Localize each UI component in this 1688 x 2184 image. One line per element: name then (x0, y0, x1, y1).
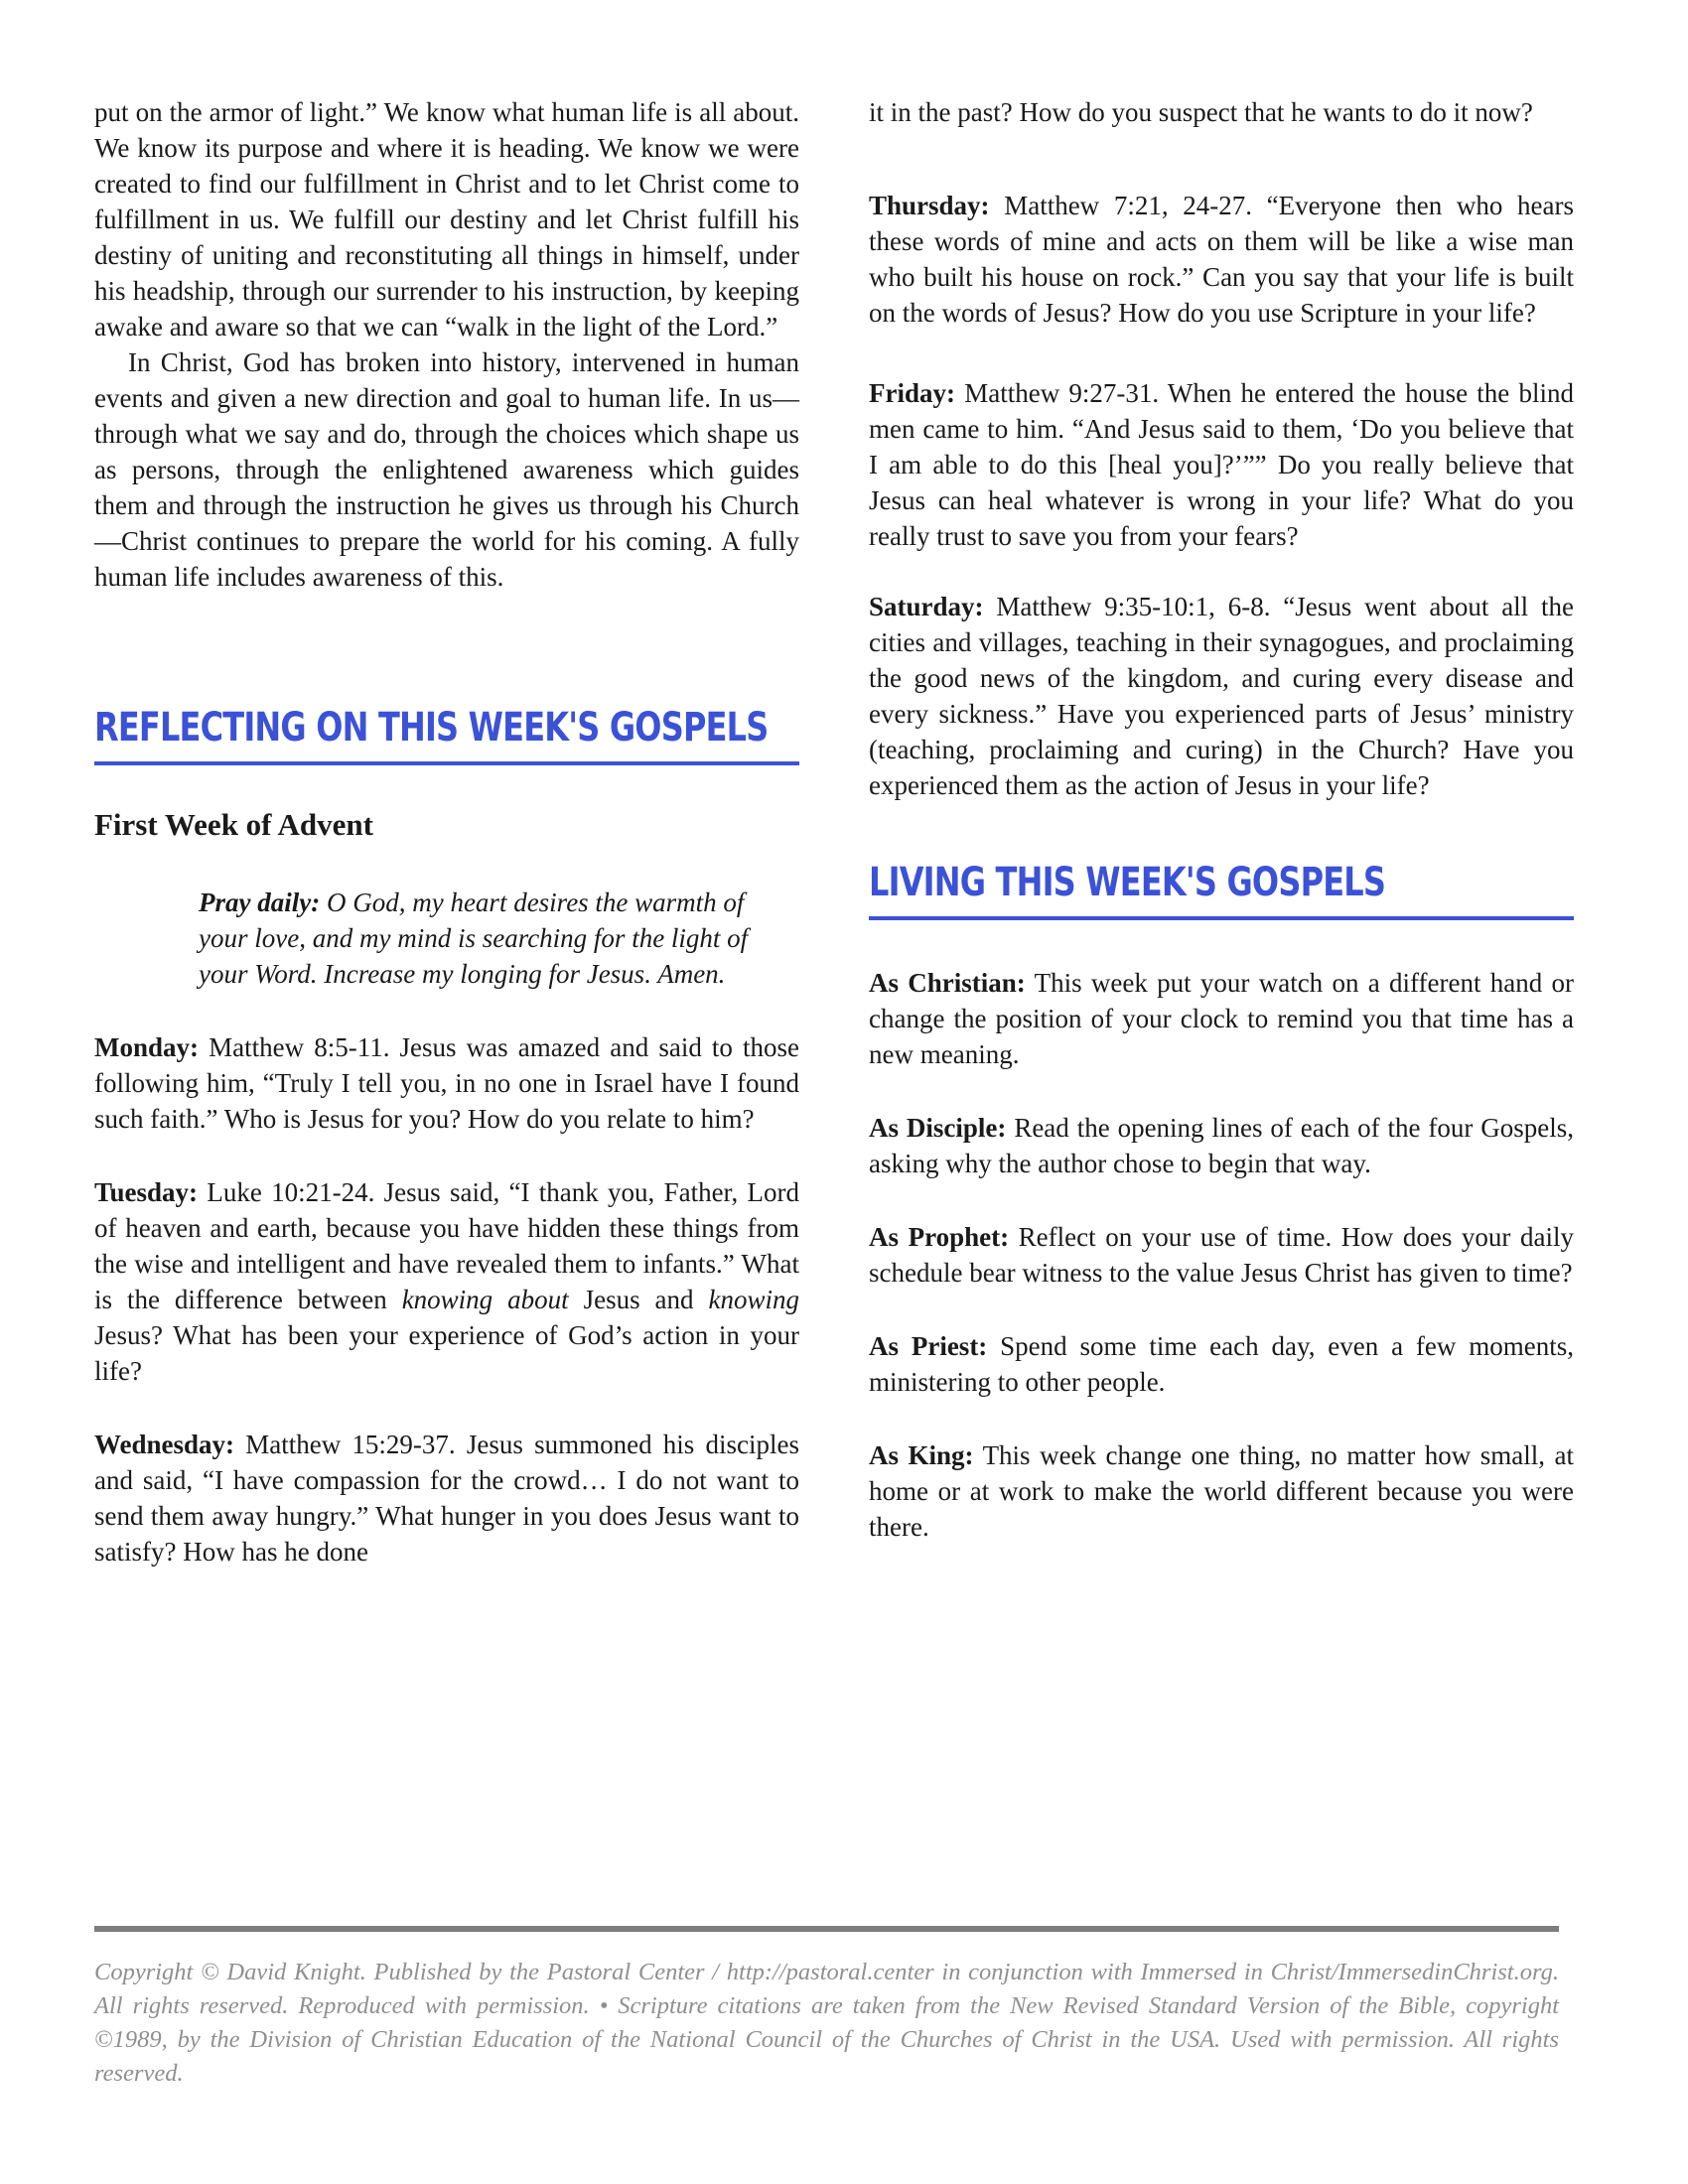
as-label: As Disciple: (869, 1113, 1007, 1143)
body-paragraph: In Christ, God has broken into history, intervened in human events and given a new direction and goal to human life. In us—through what we say and do, through the choices which shape us as persons, through the enlightened awareness which guides them and through the instruction he gives us through his Church—Christ continues to prepare the world for his coming. A fully human life includes awareness of this. (94, 347, 799, 592)
body-paragraph: put on the armor of light.” We know what human life is all about. We know its purpose and where it is heading. We know we were created to find our fulfillment in Christ and to let Christ come to fulfillment in us. We fulfill our destiny and let Christ fulfill his destiny of uniting and reconstituting all things in himself, under his headship, through our surrender to his instruction, by keeping awake and aware so that we can “walk in the light of the Lord.” (94, 97, 799, 341)
day-paragraph-tuesday (94, 1174, 799, 1389)
as-king-paragraph (869, 1437, 1574, 1545)
day-label: Saturday: (869, 592, 984, 621)
continuation-paragraph: it in the past? How do you suspect that he wants to do it now? (869, 97, 1533, 127)
day-paragraph-monday (94, 1029, 799, 1137)
day-text: Jesus? What has been your experience of God’s action in your life? (94, 1320, 799, 1386)
left-column (94, 94, 799, 1570)
day-text-emphasis: knowing about (401, 1285, 569, 1314)
prayer-block (199, 885, 791, 992)
day-text: Matthew 9:35-10:1, 6-8. “Jesus went about all the cities and villages, teaching in their synagogues, and proclaiming the good news of the kingdom, and curing every disease and every sickness.” Have you experienced parts of Jesus’ ministry (teaching, proclaiming and curing) in the Church? Have you experienced them as the action of Jesus in your life? (869, 592, 1574, 800)
day-paragraph-saturday (869, 589, 1574, 803)
day-text: Matthew 7:21, 24-27. “Everyone then who hears these words of mine and acts on them will be like a wise man who built his house on rock.” Can you say that your life is built on the words of Jesus? How do you use Scripture in your life? (869, 191, 1574, 328)
day-label: Monday: (94, 1032, 200, 1062)
day-label: Tuesday: (94, 1177, 199, 1207)
day-text-emphasis: knowing (708, 1285, 799, 1314)
as-text: Reflect on your use of time. How does your daily schedule bear witness to the value Jesus Christ has given to time? (869, 1222, 1574, 1288)
day-text: Matthew 9:27-31. When he entered the house the blind men came to him. “And Jesus said to them, ‘Do you believe that I am able to do this [heal you]?’”” Do you really believe that Jesus can heal whatever is wrong in your life? What do you really trust to save you from your fears? (869, 378, 1575, 551)
day-paragraph-wednesday (94, 1427, 799, 1570)
as-text: Spend some time each day, even a few moments, ministering to other people. (869, 1331, 1574, 1397)
as-label: As Prophet: (869, 1222, 1010, 1252)
as-priest-paragraph (869, 1328, 1574, 1400)
day-text: Luke 10:21-24. Jesus said, “I thank you, Father, Lord of heaven and earth, because you have hidden these things from the wise and intelligent and have revealed them to infants.” What is the difference between (94, 1177, 799, 1314)
prayer-label: Pray daily: (199, 887, 321, 917)
section-heading-reflecting (94, 706, 799, 765)
footer (94, 1926, 1559, 2091)
copyright-text: Copyright © David Knight. Published by the Pastoral Center / http://pastoral.center in conjunction with Immersed in Christ/ImmersedinChrist.org. All rights reserved. Reproduced with permission. • Scripture citations are taken from the New Revised Standard Version of the Bible, copyright ©1989, by the Division of Christian Education of the National Council of the Churches of Christ in the USA. Used with permission. All rights reserved. (94, 1959, 1559, 2087)
as-label: As Christian: (869, 968, 1026, 998)
as-text: Read the opening lines of each of the four Gospels, asking why the author chose to begin that way. (869, 1113, 1575, 1178)
right-column (869, 94, 1574, 1545)
week-title: First Week of Advent (94, 807, 373, 842)
as-text: This week change one thing, no matter how small, at home or at work to make the world different because you were there. (869, 1440, 1574, 1542)
as-text: This week put your watch on a different hand or change the position of your clock to remind you that time has a new meaning. (869, 968, 1575, 1069)
as-prophet-paragraph (869, 1219, 1574, 1291)
day-label: Friday: (869, 378, 955, 408)
as-disciple-paragraph (869, 1110, 1574, 1181)
section-heading-text: LIVING THIS WEEK'S GOSPELS (869, 860, 1386, 905)
as-label: As King: (869, 1440, 974, 1470)
footer-divider (94, 1926, 1559, 1932)
day-paragraph-thursday (869, 188, 1574, 331)
as-label: As Priest: (869, 1331, 988, 1361)
section-heading-text: REFLECTING ON THIS WEEK'S GOSPELS (94, 705, 769, 751)
day-paragraph-friday (869, 375, 1574, 554)
day-label: Thursday: (869, 191, 990, 220)
day-label: Wednesday: (94, 1430, 235, 1459)
prayer-text: O God, my heart desires the warmth of your love, and my mind is searching for the light of your Word. Increase my longing for Jesus. Amen. (199, 887, 749, 989)
section-heading-living (869, 861, 1574, 920)
day-text: Jesus and (568, 1285, 709, 1314)
as-christian-paragraph (869, 965, 1574, 1072)
day-text: Matthew 15:29-37. Jesus summoned his disciples and said, “I have compassion for the crowd… I do not want to send them away hungry.” What hunger in you does Jesus want to satisfy? How has he done (94, 1430, 800, 1567)
day-text: Matthew 8:5-11. Jesus was amazed and said to those following him, “Truly I tell you, in no one in Israel have I found such faith.” Who is Jesus for you? How do you relate to him? (94, 1032, 800, 1134)
